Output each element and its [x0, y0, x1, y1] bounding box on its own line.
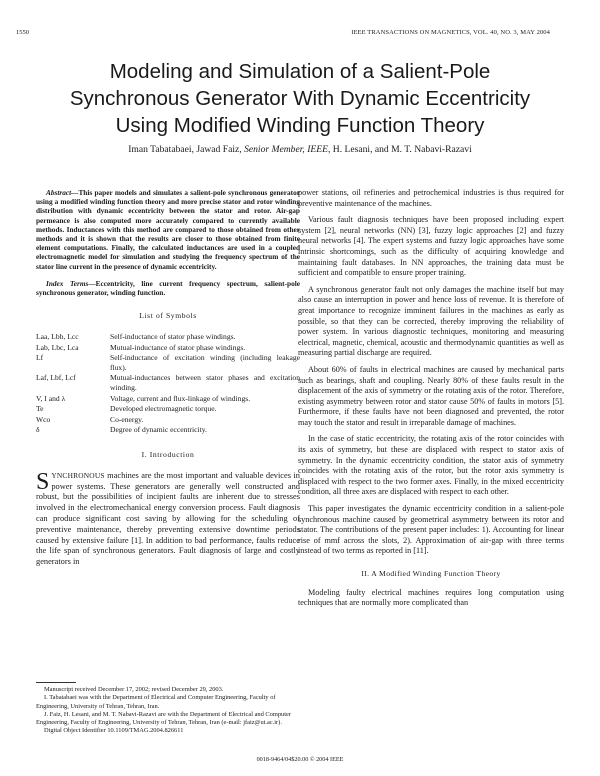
copyright-footer: 0018-9464/04$20.00 © 2004 IEEE — [256, 756, 344, 763]
symbol-desc: Mutual-inductance of stator phase windings. — [110, 342, 246, 352]
symbol-row — [36, 415, 300, 426]
symbol-desc: Degree of dynamic eccentricity. — [110, 425, 207, 435]
symbols-table — [36, 332, 300, 436]
symbol: Lab, Lbc, Lca — [36, 342, 79, 352]
authors-part-b: , H. Lesani, and M. T. Nabavi-Razavi — [327, 144, 472, 155]
introduction-paragraph — [36, 468, 300, 568]
symbol-desc: Mutual-inductances between stator phases and excitation winding. — [110, 373, 300, 392]
index-terms-label: Index Terms— — [46, 278, 96, 288]
section-2-heading: II. A Modified Winding Function Theory — [361, 569, 501, 578]
symbol-desc: Self-inductance of stator phase windings. — [110, 332, 236, 342]
journal-header: IEEE TRANSACTIONS ON MAGNETICS, VOL. 40, NO. 3, MAY 2004 — [351, 29, 550, 36]
symbol-row — [36, 425, 300, 436]
symbol: Lf — [36, 353, 44, 363]
intro-first-word: YNCHRONOUS — [51, 470, 105, 480]
intro-text: machines are the most important and valuable devices in power systems. These generators are generally well constructed and robust, but the possibilities of incipient faults are inherent due to stresses involved in the electromechanical energy conversion process. Fault diagnosis can produce significant cost saving by allowing for the scheduling of preventive maintenance, thereby preventing extensive downtime periods caused by extensive failure [1]. In addition to bad performance, faults reduce the life span of synchronous generators. Fault diagnosis of large and costly generators in — [36, 470, 300, 567]
symbol: Laa, Lbb, Lcc — [36, 332, 79, 342]
paragraph: In the case of static eccentricity, the rotating axis of the rotor coincides with its axis of symmetry, but these are displaced with respect to stator axis of symmetry. In the dynamic eccentricity condition, the stator axis of symmetry coincides with the rotating axis of the rotor, but the rotor axis symmetry is displaced with respect to the two former axes. Finally, in the mixed eccentricity condition, all three axes are displaced with respect to each other. — [298, 434, 564, 497]
symbol-row — [36, 343, 300, 354]
author-membership: Senior Member, IEEE — [244, 144, 328, 155]
authors-part-a: Iman Tabatabaei, Jawad Faiz, — [128, 144, 245, 155]
symbol: δ — [36, 425, 40, 435]
symbol: V, I and λ — [36, 393, 66, 403]
paragraph: power stations, oil refineries and petrochemical industries is thus required for preventive maintenance of the machines. — [298, 188, 564, 208]
introduction-heading: I. Introduction — [141, 449, 195, 459]
symbol-desc: Voltage, current and flux-linkage of windings. — [110, 393, 251, 403]
footnote-affiliation: J. Faiz, H. Lesani, and M. T. Nabavi-Razavi are with the Department of Electrical and Computer Engineering, Faculty of Engineering, University of Tehran, Tehran, Iran (e-mail: jfaiz@ut.ac.ir). — [36, 710, 291, 727]
title-line-2: Synchronous Generator With Dynamic Eccentricity — [69, 87, 531, 110]
symbol-row — [36, 394, 300, 405]
symbol-desc: Developed electromagnetic torque. — [110, 404, 217, 414]
page-number: 1550 — [16, 29, 29, 36]
index-terms — [36, 279, 300, 297]
abstract-label: Abstract— — [46, 188, 79, 197]
symbol-row — [36, 404, 300, 415]
symbol-row — [36, 353, 300, 373]
symbol: Wco — [36, 414, 51, 424]
title-line-1: Modeling and Simulation of a Salient-Pole — [109, 60, 491, 83]
footnote-manuscript: Manuscript received December 17, 2002; revised December 29, 2003. — [44, 686, 224, 693]
right-column — [298, 188, 564, 609]
symbol-desc: Self-inductance of excitation winding (including leakage flux). — [110, 353, 300, 372]
footnote-tabatabaei: I. Tabatabaei was with the Department of Electrical and Computer Engineering, Faculty of Engineering, University of Tehran, Tehran, Iran. — [36, 694, 276, 710]
footnotes — [36, 686, 300, 736]
paragraph: Various fault diagnosis techniques have been proposed including expert system [2], neural networks (NN) [3], fuzzy logic approaches [2] and fuzzy neural networks [4]. The expert systems and fuzzy logic approaches have some intrinsic shortcomings, such as the difficulty of acquiring knowledge and maintaining fault databases. In NN approaches, the training data must be sufficient and compatible to ensure proper training. — [298, 215, 564, 278]
title-line-3: Using Modified Winding Function Theory — [115, 114, 485, 137]
paragraph: A synchronous generator fault not only damages the machine itself but may also cause an interruption in power and hence loss of revenue. It is therefore of great importance to recognize imminent failures in the machines as early as possible, so that they can be corrected, thereby improving the reliability of power system. In various diagnostic techniques, monitoring and measuring electrical, magnetic, chemical, acoustic and thermodynamic quantities as well as measuring partial discharge are required. — [298, 284, 564, 358]
abstract — [36, 188, 300, 271]
paragraph: This paper investigates the dynamic eccentricity condition in a salient-pole synchronous machine caused by geometrical asymmetry between its rotor and stator. The contributions of the present paper includes: 1). Accounting for linear rise of mmf across the slots, 2). Approximation of air-gap with three terms instead of two terms as reported in [11]. — [298, 504, 564, 556]
abstract-text: This paper models and simulates a salient-pole synchronous generator using a modified winding function theory and more precise stator and rotor winding distribution with dynamic eccentricity between the stator and rotor. Air-gap permeance is also computed more accurately compared to currently available methods. Inductances with this method are compared to those obtained from other methods and it is shown that the results are closer to those obtained from finite element computations. Finally, the calculated inductances are used in a coupled electromagnetic model for simulation and studying the frequency spectrum of the stator line current in the presence of dynamic eccentricity. — [36, 188, 300, 271]
symbol-row — [36, 332, 300, 343]
dropcap: S — [36, 468, 50, 495]
paragraph: Modeling faulty electrical machines requires long computation using techniques that are normally more complicated than — [298, 587, 564, 608]
index-terms-text: Eccentricity, line current frequency spectrum, salient-pole synchronous generator, winding function. — [36, 278, 301, 298]
footnote-doi: Digital Object Identifier 10.1109/TMAG.2004.826611 — [44, 727, 184, 735]
symbol: Te — [36, 404, 44, 414]
symbol-row — [36, 373, 300, 393]
author-list — [40, 144, 560, 155]
symbol-desc: Co-energy. — [110, 414, 144, 424]
footnote-rule — [36, 682, 76, 683]
symbols-heading: List of Symbols — [139, 311, 197, 321]
paper-title — [40, 58, 560, 139]
paragraph: About 60% of faults in electrical machines are caused by mechanical parts such as bearings, shaft and coupling. Nearly 80% of these faults result in the displacement of the axis of symmetry or the rotating axis of the rotor. Therefore, existing asymmetry between rotor and stator cause 50% of faults in motors [5]. Furthermore, if these faults have not been diagnosed and prevented, the rotor may touch the stator and result in irreparable damage of machines. — [298, 364, 564, 427]
left-column — [36, 188, 300, 568]
symbol: Laf, Lbf, Lcf — [36, 373, 76, 383]
